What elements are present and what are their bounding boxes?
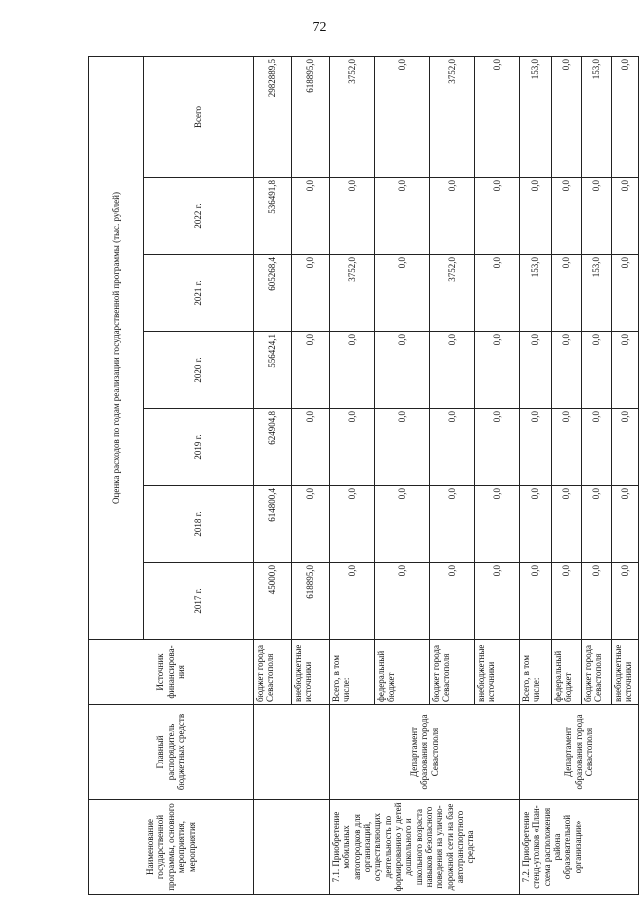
name-cell-7-2: 7.2. Приобретение стенд-уголков «План-схема расположения района образовательной организации» xyxy=(520,800,639,895)
value-cell: 0,0 xyxy=(375,409,430,486)
source-cell: бюджет города Севастополя xyxy=(254,640,292,705)
value-cell: 0,0 xyxy=(430,178,475,255)
admin-cell xyxy=(254,705,330,800)
value-cell: 0,0 xyxy=(582,563,612,640)
name-cell xyxy=(254,800,330,895)
source-cell: федеральный бюджет xyxy=(375,640,430,705)
value-cell: 0,0 xyxy=(582,409,612,486)
value-cell: 0,0 xyxy=(475,563,520,640)
source-cell: Всего, в том числе: xyxy=(520,640,552,705)
value-cell: 0,0 xyxy=(430,409,475,486)
value-cell: 0,0 xyxy=(375,57,430,178)
value-cell: 0,0 xyxy=(552,178,582,255)
value-cell: 618895,0 xyxy=(292,563,330,640)
value-cell: 153,0 xyxy=(520,255,552,332)
value-cell: 3752,0 xyxy=(330,57,375,178)
value-cell: 0,0 xyxy=(612,409,639,486)
value-cell: 0,0 xyxy=(330,332,375,409)
value-cell: 3752,0 xyxy=(430,255,475,332)
source-cell: внебюджетные источники xyxy=(612,640,639,705)
value-cell: 45000,0 xyxy=(254,563,292,640)
header-source: Источник финансирова-ния xyxy=(89,640,254,705)
value-cell: 0,0 xyxy=(520,486,552,563)
header-name: Наименование государственной программы, основного мероприятия, мероприятия xyxy=(89,800,254,895)
value-cell: 0,0 xyxy=(475,332,520,409)
value-cell: 0,0 xyxy=(552,255,582,332)
budget-table xyxy=(88,56,639,895)
value-cell: 0,0 xyxy=(292,255,330,332)
header-year: 2018 г. xyxy=(144,486,254,563)
header-year: 2022 г. xyxy=(144,178,254,255)
value-cell: 0,0 xyxy=(330,178,375,255)
header-year: 2021 г. xyxy=(144,255,254,332)
table-header-row xyxy=(89,57,144,895)
value-cell: 0,0 xyxy=(612,178,639,255)
source-cell: Всего, в том числе: xyxy=(330,640,375,705)
value-cell: 0,0 xyxy=(520,409,552,486)
value-cell: 0,0 xyxy=(520,178,552,255)
value-cell: 0,0 xyxy=(292,409,330,486)
value-cell: 0,0 xyxy=(520,563,552,640)
value-cell: 0,0 xyxy=(375,332,430,409)
value-cell: 0,0 xyxy=(430,332,475,409)
value-cell: 0,0 xyxy=(552,332,582,409)
value-cell: 605268,4 xyxy=(254,255,292,332)
value-cell: 0,0 xyxy=(612,563,639,640)
value-cell: 618895,0 xyxy=(292,57,330,178)
value-cell: 0,0 xyxy=(582,486,612,563)
value-cell: 0,0 xyxy=(475,486,520,563)
value-cell: 0,0 xyxy=(612,57,639,178)
value-cell: 0,0 xyxy=(330,486,375,563)
value-cell: 153,0 xyxy=(582,255,612,332)
value-cell: 0,0 xyxy=(430,563,475,640)
admin-cell: Департамент образования города Севастополя xyxy=(330,705,520,800)
value-cell: 0,0 xyxy=(475,409,520,486)
header-estimate: Оценка расходов по годам реализации государственной программы (тыс. рублей) xyxy=(89,57,144,640)
value-cell: 556424,1 xyxy=(254,332,292,409)
value-cell: 0,0 xyxy=(430,486,475,563)
value-cell: 0,0 xyxy=(475,57,520,178)
value-cell: 153,0 xyxy=(582,57,612,178)
value-cell: 0,0 xyxy=(520,332,552,409)
source-cell: федеральный бюджет xyxy=(552,640,582,705)
page-number: 72 xyxy=(312,20,327,35)
value-cell: 0,0 xyxy=(375,178,430,255)
header-year: 2020 г. xyxy=(144,332,254,409)
value-cell: 0,0 xyxy=(612,255,639,332)
value-cell: 0,0 xyxy=(582,178,612,255)
value-cell: 0,0 xyxy=(612,486,639,563)
admin-cell: Департамент образования города Севастополя xyxy=(520,705,639,800)
table-row xyxy=(520,57,552,895)
value-cell: 0,0 xyxy=(582,332,612,409)
table-row xyxy=(330,57,375,895)
value-cell: 0,0 xyxy=(292,332,330,409)
value-cell: 0,0 xyxy=(475,255,520,332)
value-cell: 0,0 xyxy=(612,332,639,409)
value-cell: 0,0 xyxy=(375,563,430,640)
value-cell: 624904,8 xyxy=(254,409,292,486)
value-cell: 0,0 xyxy=(292,178,330,255)
table-row xyxy=(254,57,292,895)
value-cell: 2982889,5 xyxy=(254,57,292,178)
rotated-table-frame xyxy=(88,57,634,895)
source-cell: внебюджетные источники xyxy=(292,640,330,705)
value-cell: 0,0 xyxy=(552,409,582,486)
source-cell: внебюджетные источники xyxy=(475,640,520,705)
header-year: 2017 г. xyxy=(144,563,254,640)
name-cell-7-1: 7.1. Приобретение мобильных автогородков для организаций, осуществляющих деятельность по формированию у детей дошкольного и школьного возраста навыков безопасного поведения на улично-дорожной сети на базе автотранспортного средства xyxy=(330,800,520,895)
value-cell: 0,0 xyxy=(375,486,430,563)
value-cell: 0,0 xyxy=(375,255,430,332)
value-cell: 536491,8 xyxy=(254,178,292,255)
source-cell: бюджет города Севастополя xyxy=(430,640,475,705)
value-cell: 0,0 xyxy=(475,178,520,255)
value-cell: 3752,0 xyxy=(330,255,375,332)
header-admin: Главный распорядитель бюджетных средств xyxy=(89,705,254,800)
header-total: Всего xyxy=(144,57,254,178)
value-cell: 0,0 xyxy=(552,57,582,178)
value-cell: 0,0 xyxy=(552,486,582,563)
value-cell: 0,0 xyxy=(292,486,330,563)
value-cell: 0,0 xyxy=(330,409,375,486)
value-cell: 614800,4 xyxy=(254,486,292,563)
value-cell: 3752,0 xyxy=(430,57,475,178)
value-cell: 0,0 xyxy=(330,563,375,640)
header-year: 2019 г. xyxy=(144,409,254,486)
value-cell: 153,0 xyxy=(520,57,552,178)
value-cell: 0,0 xyxy=(552,563,582,640)
source-cell: бюджет города Севастополя xyxy=(582,640,612,705)
